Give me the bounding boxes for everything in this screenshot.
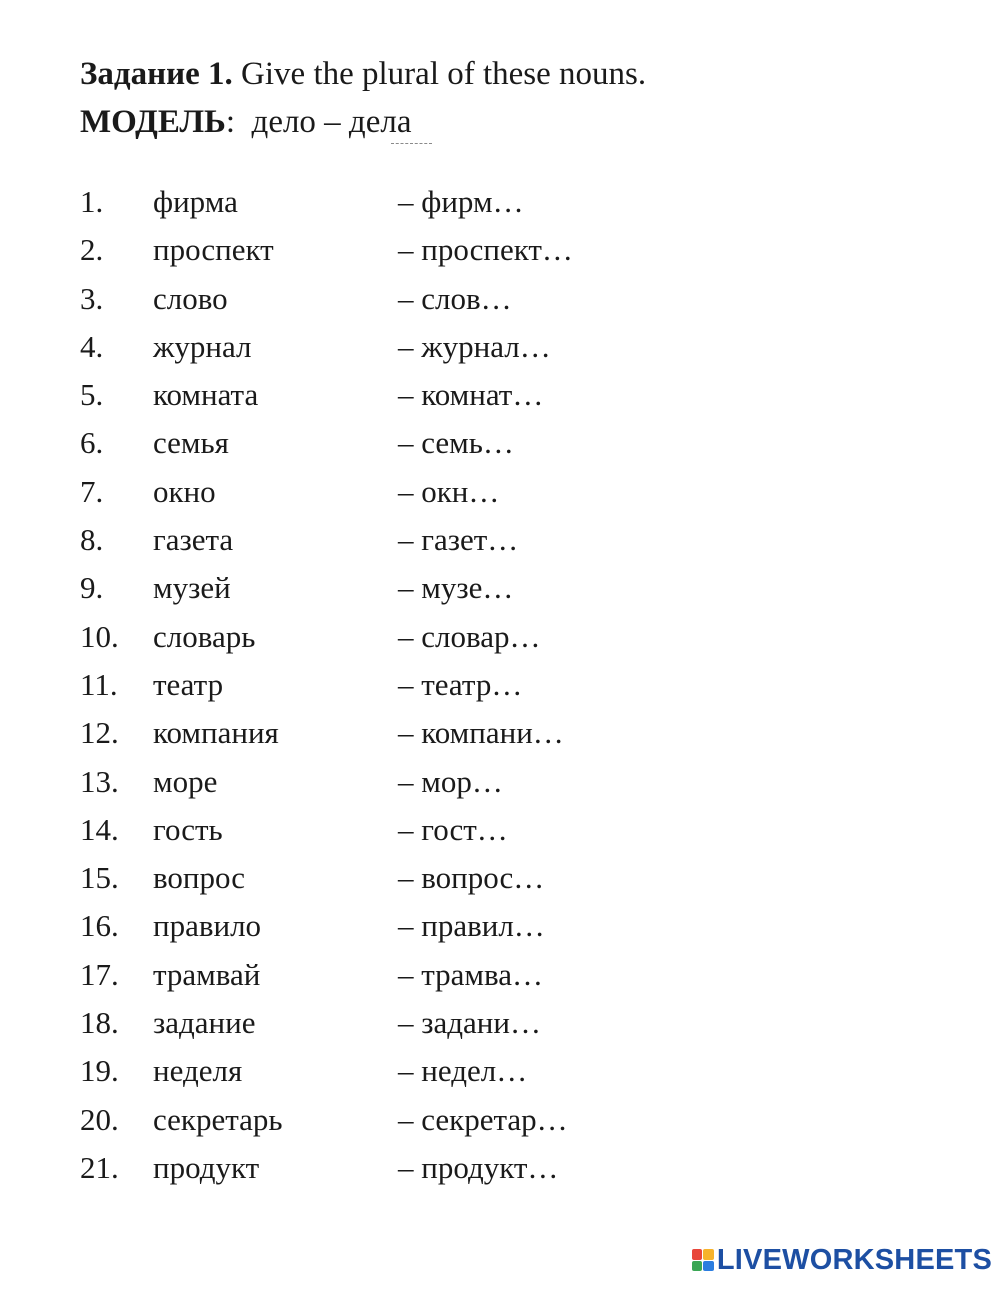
plural-form: – словар… xyxy=(398,618,541,654)
item-number: 19. xyxy=(80,1053,119,1089)
item-number: 2. xyxy=(80,232,104,268)
item-number: 7. xyxy=(80,473,104,509)
singular-noun: газета xyxy=(153,522,234,558)
plural-form: – окн… xyxy=(398,473,500,509)
list-item xyxy=(80,951,780,999)
list-item xyxy=(80,999,780,1047)
plural-form: – журнал… xyxy=(398,328,551,364)
liveworksheets-logo xyxy=(692,1243,992,1277)
item-number: 16. xyxy=(80,908,119,944)
item-number: 4. xyxy=(80,328,104,364)
list-item xyxy=(80,275,780,323)
task-header xyxy=(80,50,646,146)
singular-noun: продукт xyxy=(153,1149,260,1185)
model-line xyxy=(80,98,646,146)
plural-form: – театр… xyxy=(398,666,523,702)
list-item xyxy=(80,1096,780,1144)
singular-noun: театр xyxy=(153,666,224,702)
list-item xyxy=(80,613,780,661)
list-item xyxy=(80,564,780,612)
item-number: 20. xyxy=(80,1101,119,1137)
item-number: 13. xyxy=(80,763,119,799)
model-ending: а xyxy=(396,104,412,140)
singular-noun: семья xyxy=(153,425,229,461)
plural-form: – семь… xyxy=(398,425,514,461)
item-number: 5. xyxy=(80,377,104,413)
list-item xyxy=(80,323,780,371)
plural-form: – недел… xyxy=(398,1053,528,1089)
list-item xyxy=(80,371,780,419)
item-number: 15. xyxy=(80,860,119,896)
list-item xyxy=(80,1047,780,1095)
plural-form: – компани… xyxy=(398,715,564,751)
item-number: 18. xyxy=(80,1005,119,1041)
list-item xyxy=(80,468,780,516)
list-item xyxy=(80,902,780,950)
plural-form: – мор… xyxy=(398,763,503,799)
singular-noun: задание xyxy=(153,1005,256,1041)
noun-list xyxy=(80,178,780,1192)
item-number: 3. xyxy=(80,280,104,316)
list-item xyxy=(80,1144,780,1192)
plural-form: – вопрос… xyxy=(398,860,545,896)
singular-noun: слово xyxy=(153,280,228,316)
plural-form: – гост… xyxy=(398,811,508,847)
singular-noun: музей xyxy=(153,570,231,606)
model-example: дело – дел xyxy=(251,104,397,140)
singular-noun: вопрос xyxy=(153,860,246,896)
plural-form: – задани… xyxy=(398,1005,541,1041)
task-instruction: Give the plural of these nouns. xyxy=(241,56,647,92)
singular-noun: комната xyxy=(153,377,259,413)
singular-noun: трамвай xyxy=(153,956,261,992)
list-item xyxy=(80,709,780,757)
brand-name: LIVEWORKSHEETS xyxy=(716,1243,992,1276)
plural-form: – правил… xyxy=(398,908,545,944)
list-item xyxy=(80,758,780,806)
task-title-line xyxy=(80,50,646,98)
singular-noun: компания xyxy=(153,715,279,751)
list-item xyxy=(80,806,780,854)
plural-form: – трамва… xyxy=(398,956,544,992)
singular-noun: проспект xyxy=(153,232,274,268)
list-item xyxy=(80,854,780,902)
model-separator: : xyxy=(225,104,236,140)
plural-form: – секретар… xyxy=(398,1101,568,1137)
list-item xyxy=(80,419,780,467)
singular-noun: окно xyxy=(153,473,216,509)
item-number: 17. xyxy=(80,956,119,992)
plural-form: – музе… xyxy=(398,570,514,606)
item-number: 11. xyxy=(80,666,118,702)
singular-noun: секретарь xyxy=(153,1101,283,1137)
list-item xyxy=(80,516,780,564)
item-number: 10. xyxy=(80,618,119,654)
plural-form: – слов… xyxy=(398,280,512,316)
singular-noun: правило xyxy=(153,908,262,944)
item-number: 9. xyxy=(80,570,104,606)
list-item xyxy=(80,661,780,709)
plural-form: – фирм… xyxy=(398,184,524,219)
singular-noun: журнал xyxy=(153,328,252,364)
item-number: 14. xyxy=(80,811,119,847)
singular-noun: фирма xyxy=(153,184,238,219)
item-number: 1. xyxy=(80,184,104,219)
singular-noun: море xyxy=(153,763,218,799)
plural-form: – продукт… xyxy=(398,1149,559,1185)
singular-noun: словарь xyxy=(153,618,256,654)
item-number: 8. xyxy=(80,522,104,558)
singular-noun: неделя xyxy=(153,1053,243,1089)
task-label: Задание 1. xyxy=(80,56,233,92)
list-item xyxy=(80,226,780,274)
plural-form: – комнат… xyxy=(398,377,544,413)
liveworksheets-logo-icon xyxy=(692,1249,714,1271)
plural-form: – газет… xyxy=(398,522,519,558)
list-item xyxy=(80,178,780,226)
item-number: 21. xyxy=(80,1149,119,1185)
model-label: МОДЕЛЬ xyxy=(80,104,226,140)
plural-form: – проспект… xyxy=(398,232,573,268)
item-number: 12. xyxy=(80,715,119,751)
singular-noun: гость xyxy=(153,811,223,847)
item-number: 6. xyxy=(80,425,104,461)
